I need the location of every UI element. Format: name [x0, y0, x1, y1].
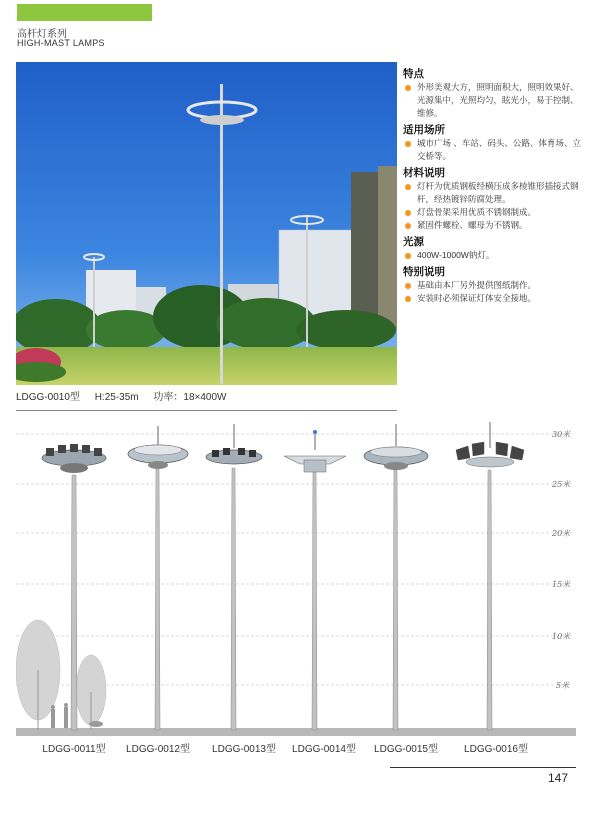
lamp-pole-0015: [364, 424, 428, 730]
bullet-dot-icon: [405, 253, 411, 259]
section-light-source: [403, 235, 585, 262]
bullet-item: 灯杆为优质钢板经横压成多棱锥形插接式钢杆，经热镀锌防腐处理。: [403, 180, 585, 206]
bullet-dot-icon: [405, 210, 411, 216]
bullet-item: 安装时必须保证灯体安全接地。: [403, 292, 585, 305]
bullet-item: 城市广场 、车站、码头、公路、体育场、立交桥等。: [403, 137, 585, 163]
scale-label: 15米: [552, 580, 571, 589]
section-title: 光源: [403, 236, 424, 248]
model-labels-row: [16, 740, 576, 756]
caption-height: H:25-35m: [94, 392, 139, 403]
scale-label: 30米: [552, 430, 571, 439]
lamp-pole-0012: [128, 426, 188, 730]
bullet-item: 灯盘骨架采用优质不锈钢制成。: [403, 206, 585, 219]
header-green-bar: [17, 4, 152, 21]
bullet-dot-icon: [405, 283, 411, 289]
section-features: [403, 67, 585, 120]
bullet-dot-icon: [405, 223, 411, 229]
photo-caption: [16, 388, 238, 403]
bullet-item: 外形美观大方，照明面积大，照明效果好、光源集中，光照均匀，眩光小，易于控制、维修。: [403, 81, 585, 120]
bullet-dot-icon: [405, 296, 411, 302]
scale-label: 25米: [552, 480, 571, 489]
scale-label: 5米: [556, 681, 570, 690]
model-label: LDGG-0012型: [126, 744, 190, 755]
section-applications: [403, 123, 585, 163]
model-label: LDGG-0013型: [212, 744, 276, 755]
bullet-item: 基础由本厂另外提供图纸制作。: [403, 279, 585, 292]
bullet-item: 紧固件螺栓、螺母为不锈钢。: [403, 219, 585, 232]
series-title-cn: 高杆灯系列: [17, 29, 67, 40]
bullet-item: 400W-1000W钠灯。: [403, 249, 585, 262]
lamp-models-diagram: [16, 420, 576, 742]
bullet-dot-icon: [405, 85, 411, 91]
section-title: 特点: [403, 68, 424, 80]
bullet-dot-icon: [405, 184, 411, 190]
model-label: LDGG-0011型: [42, 744, 106, 755]
series-title-en: HIGH-MAST LAMPS: [17, 38, 105, 48]
section-special-notes: [403, 265, 585, 305]
caption-power: 功率：18×400W: [153, 392, 227, 403]
section-title: 材料说明: [403, 167, 445, 179]
bullet-dot-icon: [405, 141, 411, 147]
product-photo: [16, 62, 397, 385]
section-materials: [403, 166, 585, 232]
model-label: LDGG-0014型: [292, 744, 356, 755]
info-panel: [403, 64, 585, 305]
model-label: LDGG-0015型: [374, 744, 438, 755]
section-title: 适用场所: [403, 124, 445, 136]
footer-line: [390, 767, 576, 768]
page-number: 147: [548, 771, 569, 785]
caption-model: LDGG-0010型: [16, 392, 80, 403]
model-label: LDGG-0016型: [464, 744, 528, 755]
lamp-pole-0013: [206, 424, 262, 730]
scale-label: 20米: [552, 529, 571, 538]
lamp-pole-0016: [456, 422, 524, 730]
scale-label: 10米: [552, 632, 571, 641]
separator-line: [16, 410, 397, 411]
section-title: 特别说明: [403, 266, 445, 278]
